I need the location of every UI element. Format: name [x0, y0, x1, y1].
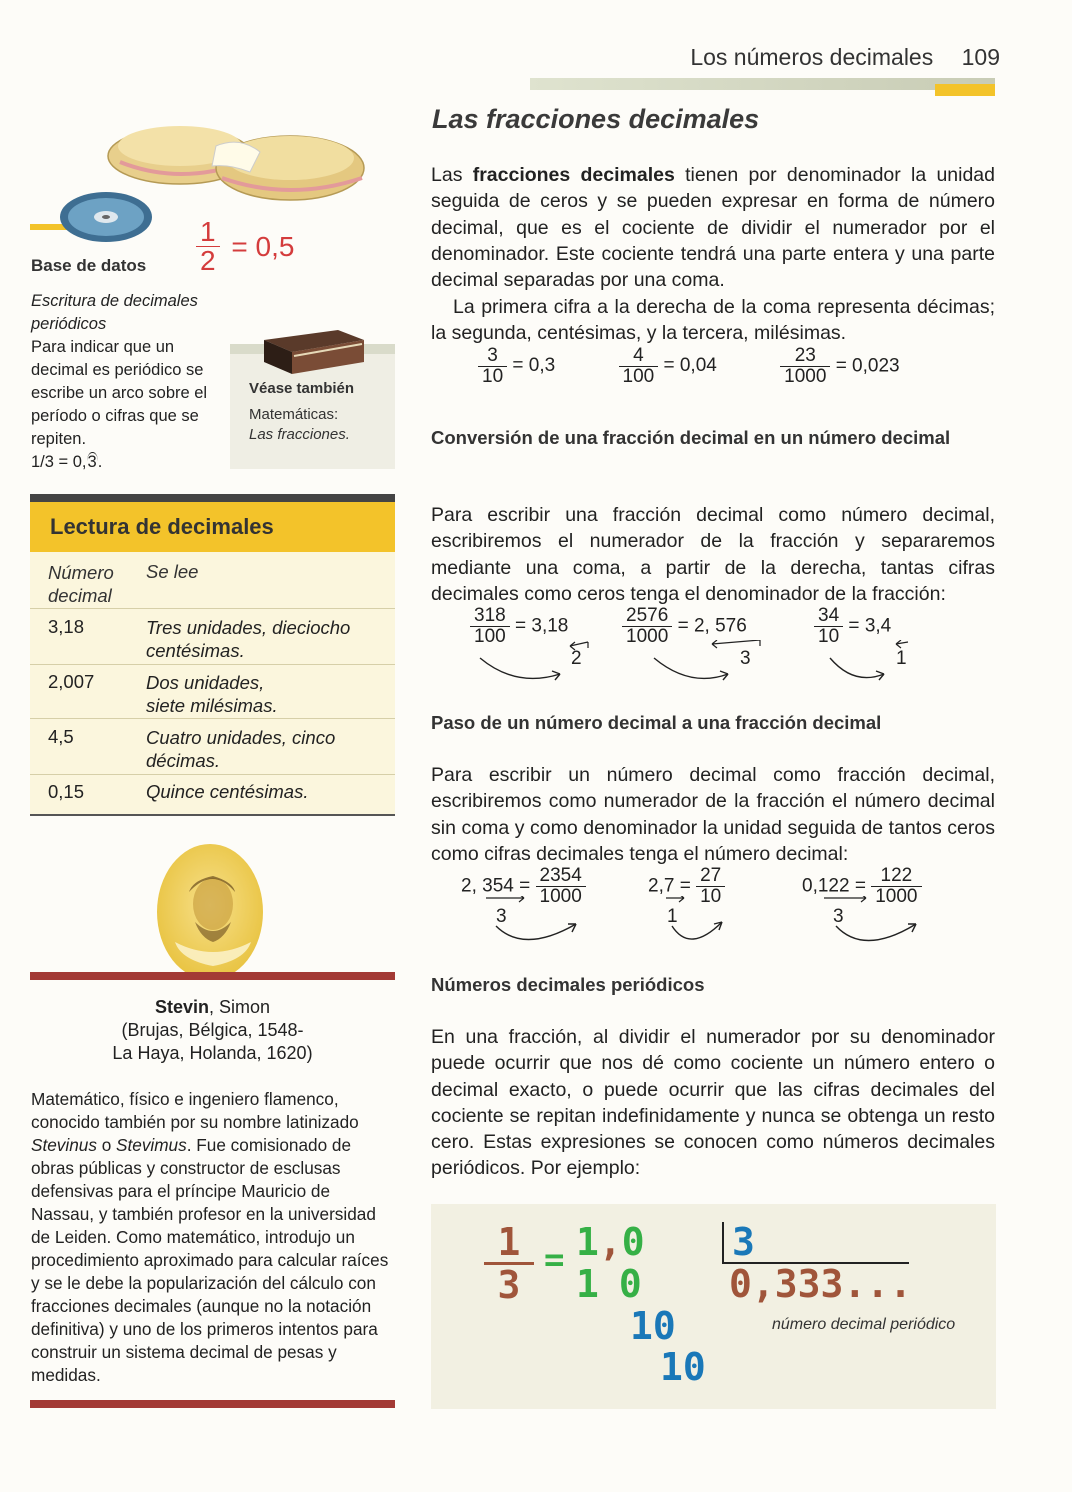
curved-arrow-icon — [476, 640, 596, 686]
sec2-example: 0,122 = $\frac{122}{1000}$ — [802, 866, 922, 907]
lectura-row — [30, 718, 395, 719]
stevin-portrait — [155, 842, 265, 982]
lectura-top-rule — [30, 494, 395, 502]
sec2-count: 3 — [496, 906, 507, 927]
stevin-bio: Matemático, físico e ingeniero flamenco, conocido también por su nombre latinizado Stevinus o Stevimus. Fue comisionado de obras públicas y constructor de esclusas defensivas para el príncipe Mauricio de Nassau, y también profesor en la universidad de Leiden. Como matemático, introdujo un procedimiento aproximado para calcular raíces y se le debe la popularización del cálculo con fracciones decimales (aunque no la notación definitiva) y uno de los primeros intentos para construir un sistema decimal de pesas y medidas. — [31, 1089, 389, 1385]
book-icon — [258, 326, 368, 378]
page-number: 109 — [961, 44, 1000, 70]
division-remainder-1: 1 0 — [576, 1262, 642, 1306]
division-equals: = — [544, 1240, 565, 1280]
intro-term: fracciones decimales — [472, 164, 675, 186]
stevin-bottom-rule — [30, 1400, 395, 1408]
stevin-caption: Stevin, Simon (Brujas, Bélgica, 1548- La Haya, Holanda, 1620) — [30, 996, 395, 1065]
fraction-example — [196, 218, 294, 275]
sec1-text: Para escribir una fracción decimal como número decimal, escribiremos el numerador de la fracción y separaremos mediante una coma, a partir de la derecha, tantas cifras decimales como ceros tenga el denominador de la fracción: — [431, 504, 995, 605]
curved-arrow-icon — [820, 896, 930, 950]
example-fraction: $\frac{3}{10}$ — [478, 346, 507, 387]
sec3-title: Números decimales periódicos — [431, 974, 705, 995]
periodic-digit: 3 — [87, 453, 97, 471]
vease-line2: Las fracciones. — [249, 426, 350, 443]
base-datos-box — [31, 290, 211, 474]
division-frac-den: 3 — [497, 1263, 521, 1307]
division-label: número decimal periódico — [772, 1316, 956, 1333]
header-title: Los números decimales — [690, 44, 934, 70]
sec2-title: Paso de un número decimal a una fracción decimal — [431, 712, 882, 733]
sec1-count: 1 — [896, 648, 907, 669]
curved-arrow-icon — [480, 896, 590, 950]
division-remainder-2: 10 — [630, 1304, 676, 1348]
lectura-col-num-header: Número decimal — [48, 562, 114, 606]
base-datos-subtitle: Escritura de decimales periódicos — [31, 292, 198, 333]
curved-arrow-icon — [650, 640, 770, 686]
example-result: = 0,023 — [835, 355, 900, 377]
page-header — [630, 44, 1000, 71]
sec2-text: Para escribir un número decimal como fracción decimal, escribiremos como numerador de la fracción el número decimal sin coma y como denominador la unidad seguida de tantos ceros como cifras decimales tenga el número decimal: — [431, 764, 995, 865]
cd-disc-icon — [56, 188, 156, 246]
main-title: Las fracciones decimales — [432, 104, 760, 134]
sec2-count: 3 — [833, 906, 844, 927]
header-rule-accent — [935, 84, 995, 96]
sec1-example: $\frac{34}{10}$ = 3,4 — [814, 606, 891, 647]
division-frac-num: 1 — [484, 1222, 534, 1265]
division-comma: , — [598, 1220, 622, 1264]
sec1-count: 2 — [571, 648, 582, 669]
lectura-row-lee: Quince centésimas. — [146, 781, 309, 802]
sec1-title: Conversión de una fracción decimal en un número decimal — [431, 427, 951, 448]
lectura-row-num: 0,15 — [48, 781, 85, 802]
stevin-rule — [30, 972, 395, 980]
intro-paragraph: Las fracciones decimales tienen por denominador la unidad seguida de ceros y se pueden expresar en forma de número decimal, que es el cociente de dividir el numerador por el denominador. Este cociente tendrá una parte entera y una parte decimal separadas por una coma. — [431, 164, 996, 292]
division-fraction — [484, 1222, 534, 1305]
lectura-title: Lectura de decimales — [50, 514, 274, 539]
examples-row — [478, 346, 998, 387]
sec3-text: En una fracción, al dividir el numerador por su denominador puede ocurrir que nos dé como cociente un número entero o decimal exacto, o puede ocurrir que las cifras decimales del cociente se repitan indefinidamente y nunca se obtenga un resto cero. Estas expresiones se conocen como números decimales periódicos. Por ejemplo: — [431, 1026, 995, 1180]
division-quotient: 0,333... — [729, 1262, 913, 1306]
base-datos-text: Para indicar que un decimal es periódico se escribe un arco sobre el período o cifras que se repiten. — [31, 338, 208, 448]
vease-line1: Matemáticas: — [249, 406, 339, 423]
lectura-row-lee: Tres unidades, dieciocho centésimas. — [146, 617, 351, 661]
example-result: = 0,3 — [512, 355, 556, 377]
base-datos-example: 1/3 = 0,3. — [31, 453, 103, 471]
sec2-count: 1 — [667, 906, 678, 927]
example-result: = 0,04 — [663, 355, 717, 377]
curved-arrow-icon — [662, 896, 732, 950]
lectura-row — [30, 664, 395, 665]
example-fraction: $\frac{4}{100}$ — [619, 346, 659, 387]
sec1-example: $\frac{318}{100}$ = 3,18 — [470, 606, 568, 647]
lectura-row-lee: Cuatro unidades, cinco décimas. — [146, 727, 336, 771]
lectura-row — [30, 774, 395, 775]
lectura-row-num: 4,5 — [48, 726, 74, 747]
curved-arrow-icon — [826, 640, 916, 686]
lectura-row-lee: Dos unidades, siete milésimas. — [146, 672, 278, 716]
lectura-row-num: 3,18 — [48, 616, 85, 637]
stevin-name: Stevin — [154, 997, 209, 1017]
lectura-col-lee-header: Se lee — [146, 561, 199, 582]
fraction-den: 2 — [200, 245, 216, 276]
lectura-header — [30, 502, 395, 552]
sec1-example: $\frac{2576}{1000}$ = 2, 576 — [622, 606, 747, 647]
sec1-count: 3 — [740, 648, 751, 669]
stevin-line2: (Brujas, Bélgica, 1548- — [121, 1020, 304, 1040]
fraction-result: = 0,5 — [231, 230, 295, 262]
vease-title: Véase también — [249, 380, 355, 397]
lectura-row-num: 2,007 — [48, 671, 95, 692]
lectura-row — [30, 608, 395, 609]
example-fraction: $\frac{23}{1000}$ — [780, 346, 830, 387]
places-paragraph: La primera cifra a la derecha de la coma representa décimas; la segunda, centésimas, y la tercera, milésimas. — [431, 296, 995, 345]
sec2-example: 2,7 = $\frac{27}{10}$ — [648, 866, 725, 907]
header-rule — [530, 78, 995, 90]
sec2-example: 2, 354 = $\frac{2354}{1000}$ — [461, 866, 586, 907]
lectura-bottom-rule — [30, 814, 395, 816]
division-remainder-3: 10 — [660, 1345, 706, 1389]
fraction-num: 1 — [196, 218, 220, 247]
division-dividend: 1,0 — [576, 1220, 645, 1264]
base-datos-title: Base de datos — [31, 256, 147, 275]
stevin-line3: La Haya, Holanda, 1620) — [112, 1043, 313, 1063]
division-divisor: 3 — [732, 1220, 755, 1264]
